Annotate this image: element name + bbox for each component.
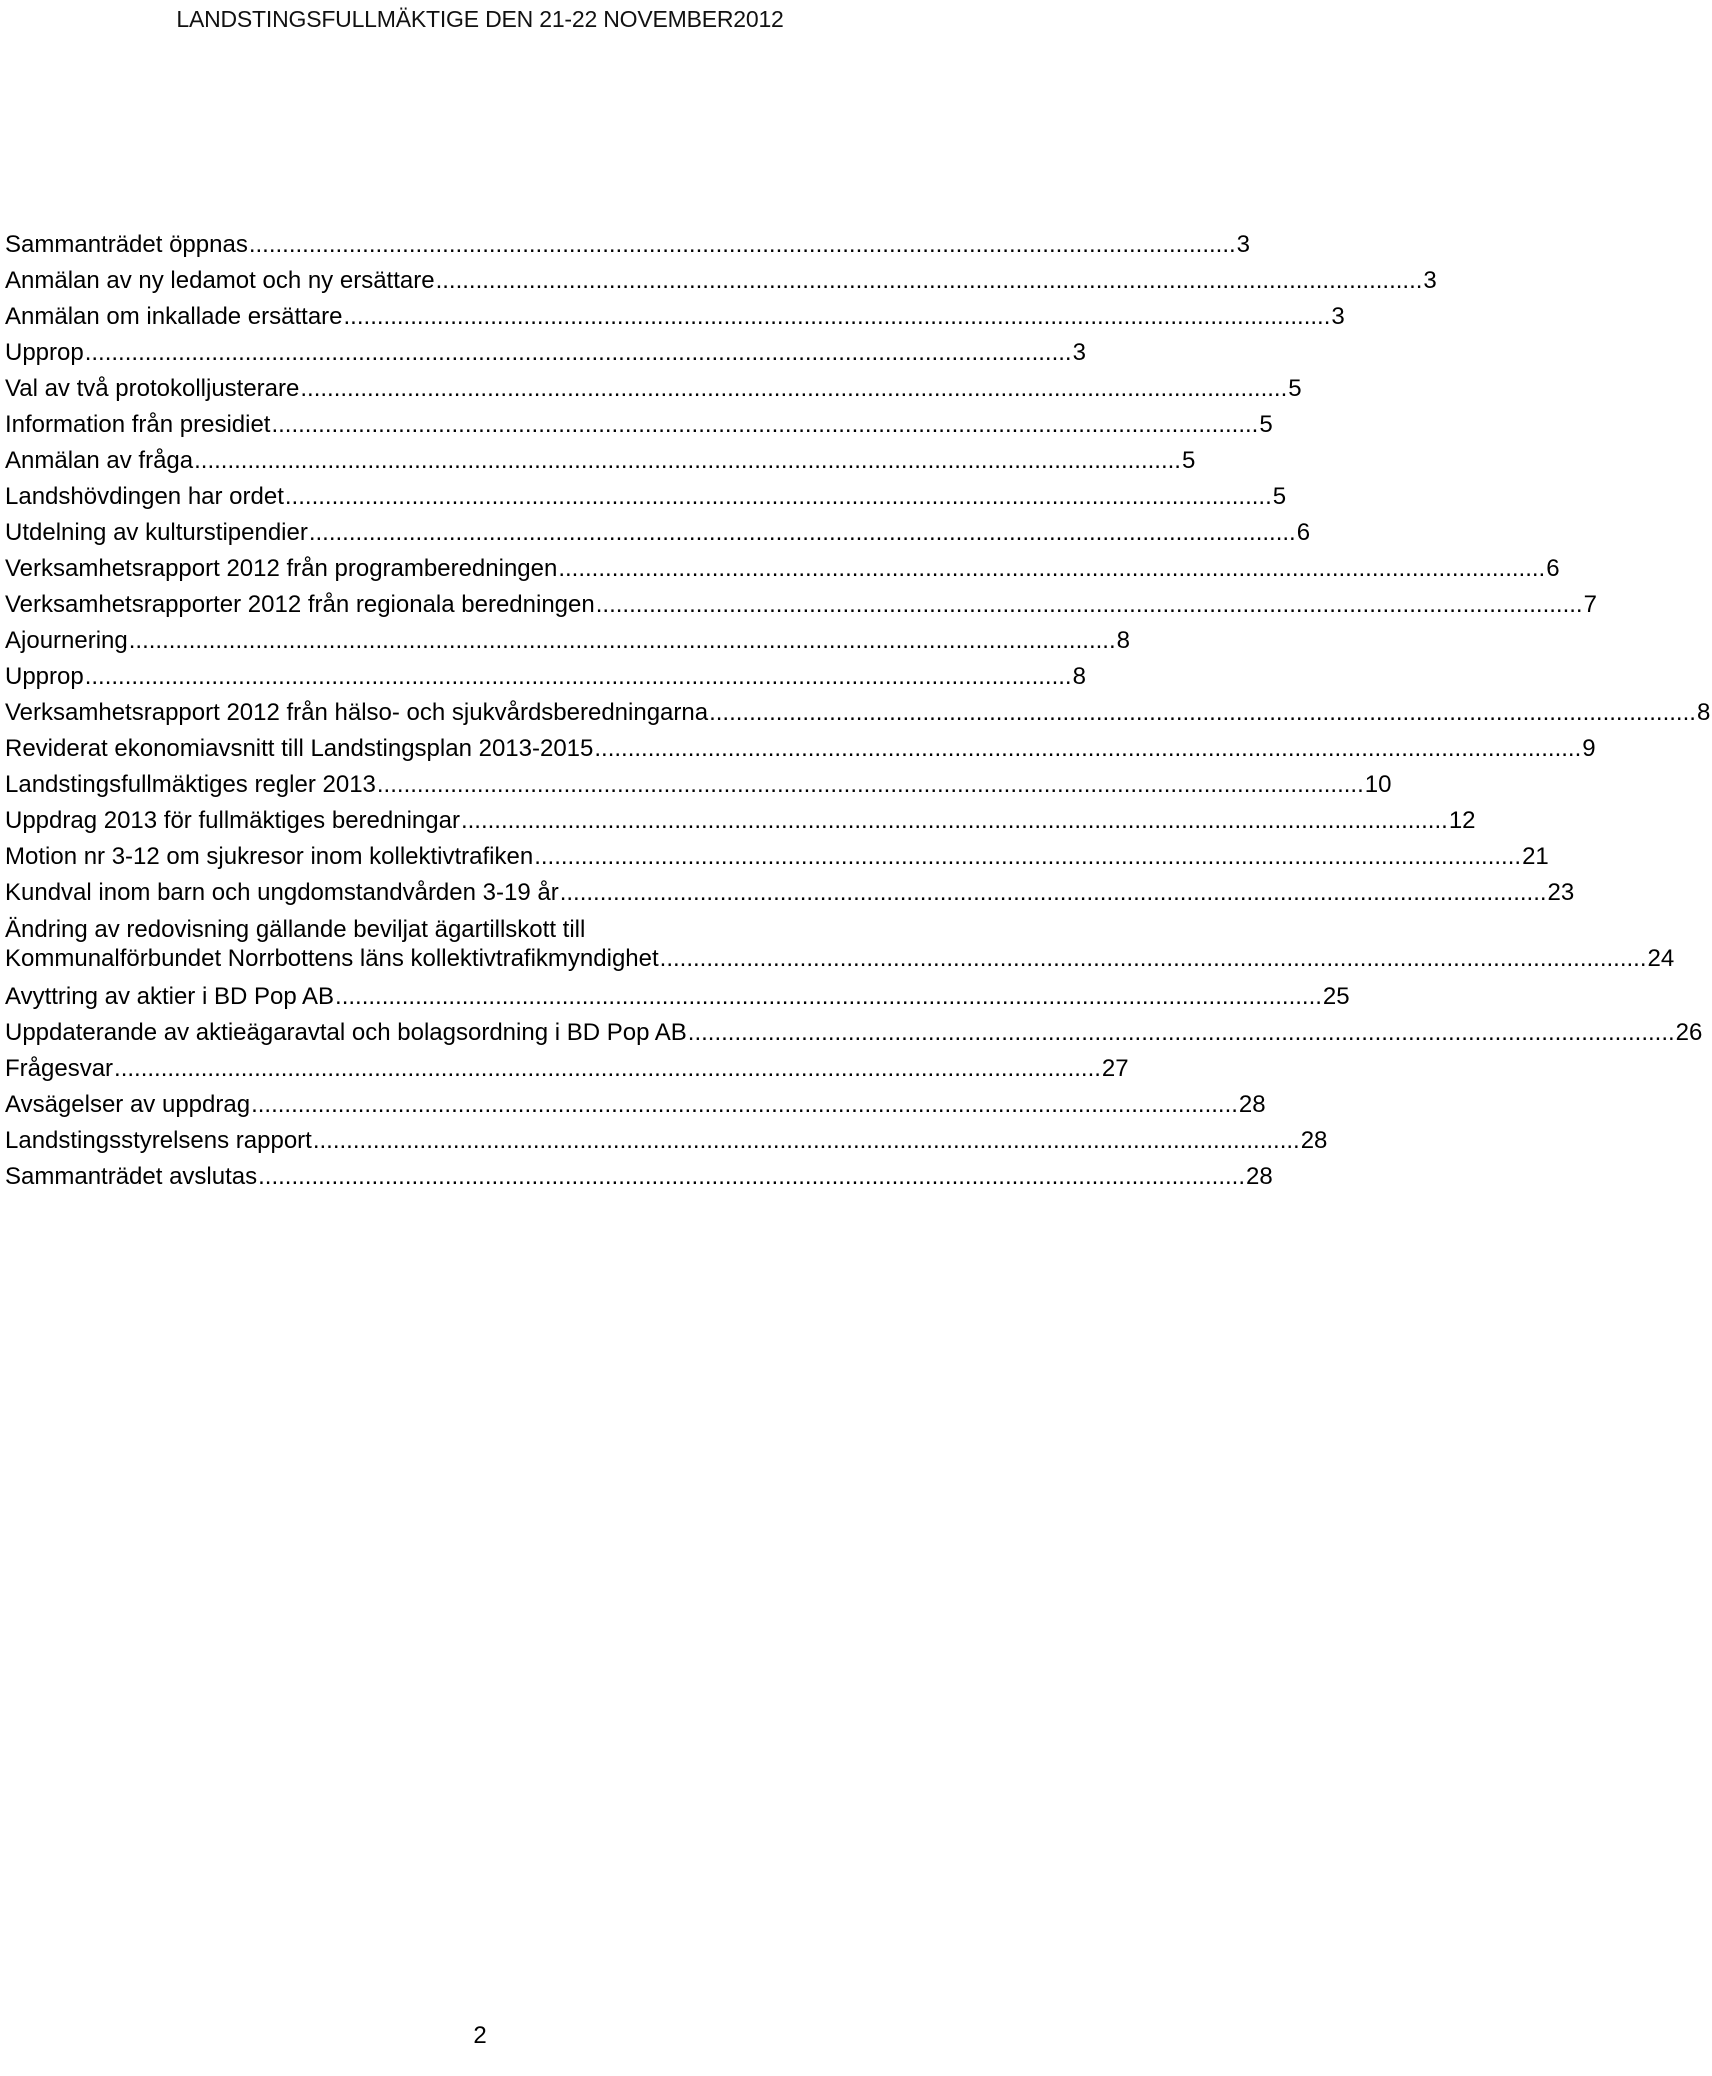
toc-entry[interactable]	[5, 914, 1675, 982]
dot-leader: ....................................................................................................................................................	[343, 303, 1331, 330]
toc-entry-title: Sammanträdet öppnas	[5, 231, 248, 258]
toc-entry-title: Anmälan av fråga	[5, 447, 194, 474]
dot-leader: ....................................................................................................................................................	[534, 843, 1522, 870]
toc-entry[interactable]	[5, 266, 1437, 302]
toc-entry-title: Upprop	[5, 339, 84, 366]
toc-entry-page: 9	[1582, 735, 1596, 762]
dot-leader: ....................................................................................................................................................	[114, 1055, 1101, 1082]
toc-entry[interactable]	[5, 410, 1273, 446]
toc-entry-page: 5	[1181, 447, 1196, 474]
toc-entry-title: Verksamhetsrapporter 2012 från regionala beredningen	[5, 591, 595, 618]
toc-entry-page: 8	[1116, 627, 1130, 654]
toc-entry-page: 28	[1238, 1091, 1266, 1118]
dot-leader: ....................................................................................................................................................	[128, 627, 1116, 654]
toc-entry[interactable]	[5, 302, 1345, 338]
toc-entry-title: Kommunalförbundet Norrbottens läns kollektivtrafikmyndighet	[5, 945, 659, 972]
toc-entry[interactable]	[5, 626, 1130, 662]
dot-leader: ....................................................................................................................................................	[84, 663, 1072, 690]
toc-entry-title: Utdelning av kulturstipendier	[5, 519, 308, 546]
dot-leader: ....................................................................................................................................................	[595, 591, 1583, 618]
toc-entry[interactable]	[5, 1018, 1703, 1054]
toc-entry-title: Uppdaterande av aktieägaravtal och bolagsordning i BD Pop AB	[5, 1019, 687, 1046]
dot-leader: ....................................................................................................................................................	[271, 411, 1259, 438]
toc-entry[interactable]	[5, 842, 1549, 878]
toc-entry-page: 5	[1272, 483, 1287, 510]
toc-entry[interactable]	[5, 734, 1596, 770]
toc-entry-page: 3	[1236, 231, 1251, 258]
toc-entry-page: 23	[1547, 879, 1575, 906]
toc-entry[interactable]	[5, 1054, 1129, 1090]
toc-entry[interactable]	[5, 662, 1086, 698]
toc-entry-page: 5	[1288, 375, 1302, 402]
toc-entry-page: 7	[1583, 591, 1597, 618]
toc-entry-title-first-line: Ändring av redovisning gällande beviljat ägartillskott till	[5, 916, 586, 943]
toc-entry-title: Verksamhetsrapport 2012 från programberedningen	[5, 555, 558, 582]
dot-leader: ....................................................................................................................................................	[312, 1127, 1300, 1154]
toc-entry[interactable]	[5, 230, 1251, 266]
toc-entry-title: Landstingsfullmäktiges regler 2013	[5, 771, 376, 798]
dot-leader: ....................................................................................................................................................	[300, 375, 1288, 402]
toc-entry[interactable]	[5, 518, 1311, 554]
toc-entry-title: Val av två protokolljusterare	[5, 375, 300, 402]
toc-entry-page: 3	[1072, 339, 1086, 366]
toc-entry-title: Kundval inom barn och ungdomstandvården 3-19 år	[5, 879, 559, 906]
toc-entry-page: 27	[1101, 1055, 1129, 1082]
dot-leader: ....................................................................................................................................................	[284, 483, 1272, 510]
dot-leader: ....................................................................................................................................................	[248, 231, 1236, 258]
toc-entry-title: Frågesvar	[5, 1055, 114, 1082]
dot-leader: ....................................................................................................................................................	[558, 555, 1546, 582]
dot-leader: ....................................................................................................................................................	[258, 1163, 1245, 1190]
toc-entry-page: 28	[1245, 1163, 1273, 1190]
toc-entry[interactable]	[5, 1090, 1266, 1126]
dot-leader: ....................................................................................................................................................	[84, 339, 1072, 366]
toc-entry-title: Verksamhetsrapport 2012 från hälso- och sjukvårdsberedningarna	[5, 699, 709, 726]
toc-entry-page: 26	[1675, 1019, 1703, 1046]
toc-entry-page: 24	[1647, 945, 1675, 972]
toc-entry[interactable]	[5, 982, 1350, 1018]
toc-entry-title: Upprop	[5, 663, 84, 690]
toc-entry-page: 5	[1259, 411, 1273, 438]
toc-entry[interactable]	[5, 338, 1086, 374]
dot-leader: ....................................................................................................................................................	[194, 447, 1181, 474]
toc-entry[interactable]	[5, 1162, 1273, 1198]
table-of-contents	[5, 230, 1711, 1198]
toc-entry[interactable]	[5, 698, 1711, 734]
toc-entry-page: 28	[1300, 1127, 1328, 1154]
running-header: LANDSTINGSFULLMÄKTIGE DEN 21-22 NOVEMBER2012	[176, 6, 784, 32]
toc-entry[interactable]	[5, 374, 1302, 410]
toc-entry-page: 3	[1423, 267, 1437, 294]
dot-leader: ....................................................................................................................................................	[460, 807, 1448, 834]
toc-entry[interactable]	[5, 770, 1392, 806]
toc-entry[interactable]	[5, 482, 1287, 518]
dot-leader: ....................................................................................................................................................	[376, 771, 1364, 798]
toc-entry-title: Landshövdingen har ordet	[5, 483, 284, 510]
toc-entry-page: 25	[1322, 983, 1350, 1010]
toc-entry[interactable]	[5, 446, 1196, 482]
toc-entry-title: Motion nr 3-12 om sjukresor inom kollektivtrafiken	[5, 843, 534, 870]
toc-entry-title: Anmälan om inkallade ersättare	[5, 303, 343, 330]
toc-entry-title: Anmälan av ny ledamot och ny ersättare	[5, 267, 435, 294]
toc-entry-page: 8	[1696, 699, 1711, 726]
toc-entry[interactable]	[5, 554, 1560, 590]
dot-leader: ....................................................................................................................................................	[335, 983, 1322, 1010]
toc-entry-title: Reviderat ekonomiavsnitt till Landstingsplan 2013-2015	[5, 735, 594, 762]
toc-entry-page: 6	[1546, 555, 1560, 582]
dot-leader: ....................................................................................................................................................	[594, 735, 1582, 762]
dot-leader: ....................................................................................................................................................	[308, 519, 1296, 546]
toc-entry-page: 3	[1331, 303, 1345, 330]
toc-entry-title: Ajournering	[5, 627, 128, 654]
toc-entry-title: Uppdrag 2013 för fullmäktiges beredningar	[5, 807, 460, 834]
dot-leader: ....................................................................................................................................................	[687, 1019, 1675, 1046]
toc-entry-title: Information från presidiet	[5, 411, 271, 438]
toc-entry[interactable]	[5, 1126, 1328, 1162]
toc-entry[interactable]	[5, 590, 1597, 626]
dot-leader: ....................................................................................................................................................	[251, 1091, 1238, 1118]
toc-entry-page: 12	[1448, 807, 1476, 834]
toc-entry-title: Avsägelser av uppdrag	[5, 1091, 251, 1118]
toc-entry-page: 10	[1364, 771, 1392, 798]
toc-entry-title: Sammanträdet avslutas	[5, 1163, 258, 1190]
toc-entry[interactable]	[5, 878, 1575, 914]
toc-entry-title: Landstingsstyrelsens rapport	[5, 1127, 312, 1154]
toc-entry[interactable]	[5, 806, 1476, 842]
dot-leader: ....................................................................................................................................................	[659, 945, 1647, 972]
dot-leader: ....................................................................................................................................................	[435, 267, 1423, 294]
toc-entry-page: 21	[1522, 843, 1549, 870]
dot-leader: ....................................................................................................................................................	[559, 879, 1547, 906]
page-number: 2	[473, 2022, 487, 2049]
toc-entry-page: 8	[1072, 663, 1086, 690]
dot-leader: ....................................................................................................................................................	[709, 699, 1696, 726]
toc-entry-page: 6	[1296, 519, 1311, 546]
toc-entry-title: Avyttring av aktier i BD Pop AB	[5, 983, 335, 1010]
